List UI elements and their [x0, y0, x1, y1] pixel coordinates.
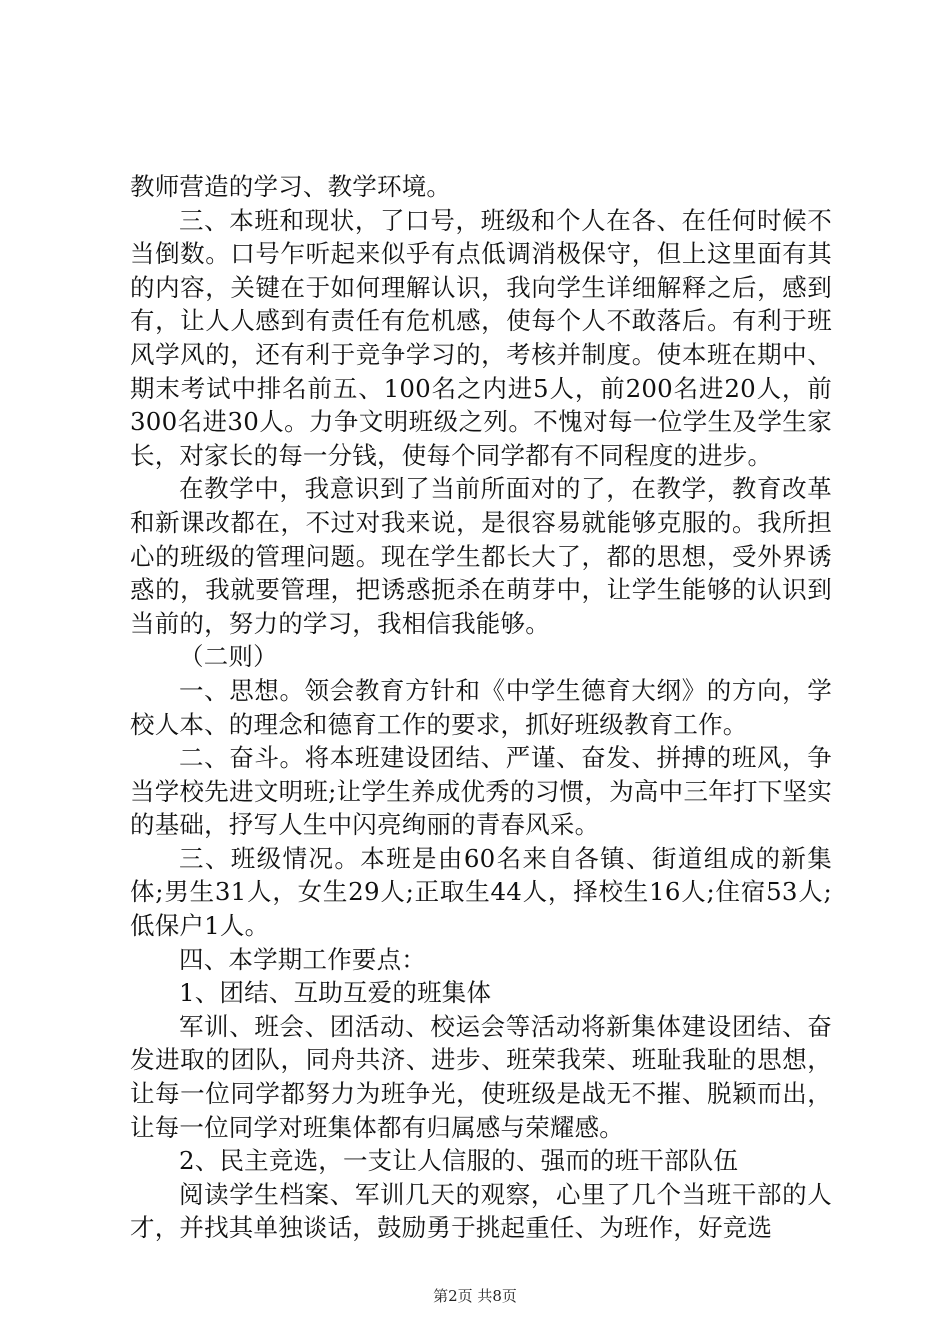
- paragraph-3: 在教学中，我意识到了当前所面对的了，在教学，教育改革和新课改都在，不过对我来说，是很容易就能够克服的。我所担心的班级的管理问题。现在学生都长大了，都的思想，受外界诱惑的，我就要管理，把诱惑扼杀在萌芽中，让学生能够的认识到当前的，努力的学习，我相信我能够。: [130, 474, 832, 638]
- paragraph-struggle: 二、奋斗。将本班建设团结、严谨、奋发、拼搏的班风，争当学校先进文明班;让学生养成优秀的习惯，为高中三年打下坚实的基础，抒写人生中闪亮绚丽的青春风采。: [130, 743, 832, 840]
- page-number-footer: 第2页 共8页: [433, 1287, 517, 1305]
- paragraph-activities: 军训、班会、团活动、校运会等活动将新集体建设团结、奋发进取的团队，同舟共济、进步、班荣我荣、班耻我耻的思想，让每一位同学都努力为班争光，使班级是战无不摧、脱颖而出，让每一位同学对班集体都有归属感与荣耀感。: [130, 1011, 832, 1142]
- paragraph-class-situation: 三、班级情况。本班是由60名来自各镇、街道组成的新集体;男生31人，女生29人;正取生44人，择校生16人;住宿53人;低保户1人。: [130, 843, 832, 941]
- paragraph-archives: 阅读学生档案、军训几天的观察，心里了几个当班干部的人才，并找其单独谈话，鼓励勇于挑起重任、为班作，好竞选: [130, 1179, 832, 1243]
- subheading-unity: 1、团结、互助互爱的班集体: [179, 978, 492, 1008]
- paragraph-1: 教师营造的学习、教学环境。: [130, 172, 452, 201]
- paragraph-thought: 一、思想。领会教育方针和《中学生德育大纲》的方向，学校人本、的理念和德育工作的要求，抓好班级教育工作。: [130, 675, 832, 739]
- subheading-election: 2、民主竞选，一支让人信服的、强而的班干部队伍: [179, 1146, 739, 1176]
- heading-work-points: 四、本学期工作要点：: [179, 944, 426, 974]
- section-heading-two-parts: （二则）: [179, 642, 278, 672]
- document-body: [130, 170, 832, 1245]
- paragraph-2: 三、本班和现状，了口号，班级和个人在各、在任何时候不当倒数。口号乍听起来似乎有点低调消极保守，但上这里面有其的内容，关键在于如何理解认识，我向学生详细解释之后，感到有，让人人感到有责任有危机感，使每个人不敢落后。有利于班风学风的，还有利于竞争学习的，考核并制度。使本班在期中、期末考试中排名前五、100名之内进5人，前200名进20人，前300名进30人。力争文明班级之列。不愧对每一位学生及学生家长，对家长的每一分钱，使每个同学都有不同程度的进步。: [130, 205, 832, 470]
